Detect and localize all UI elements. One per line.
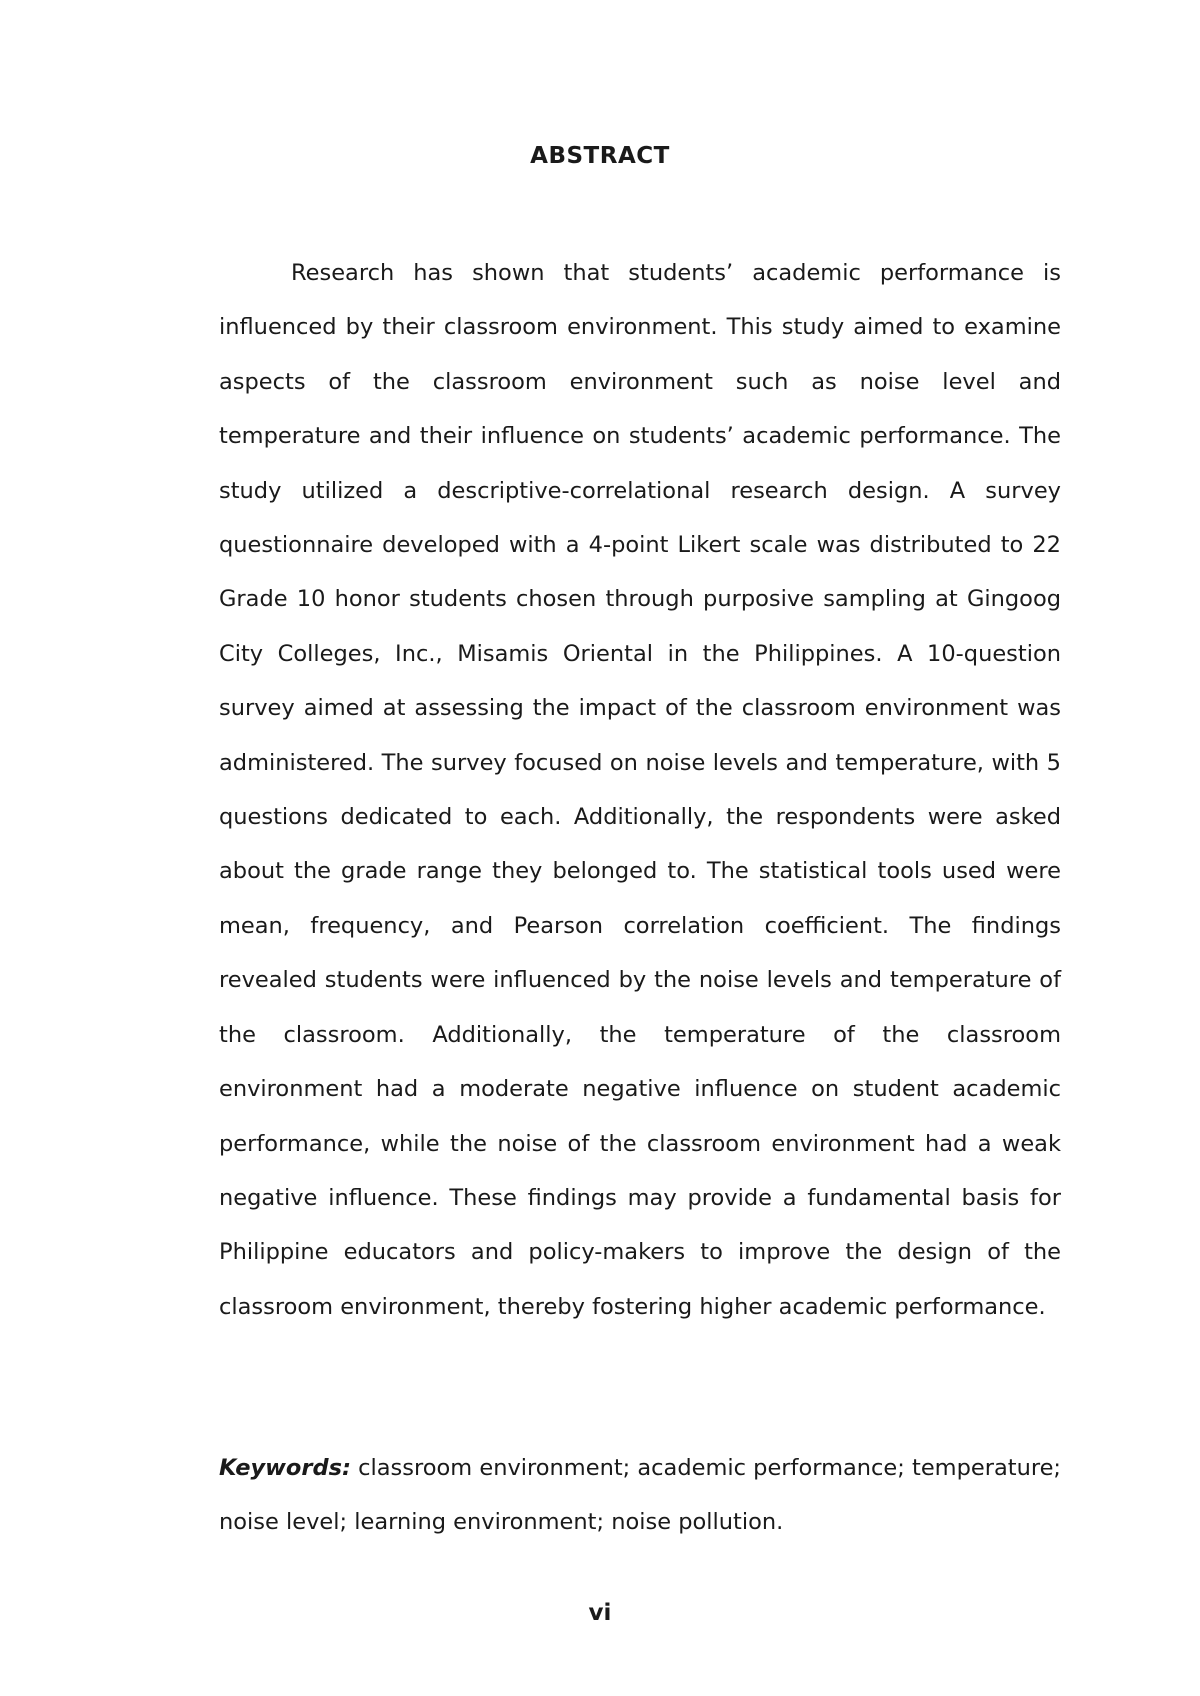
keywords-text: classroom environment; academic performance; temperature; noise level; learning environment; noise pollution. <box>219 1455 1062 1536</box>
page-number: vi <box>588 1600 612 1626</box>
abstract-heading: ABSTRACT <box>530 143 670 169</box>
keywords-line <box>219 1441 1061 1550</box>
keywords-label: Keywords: <box>219 1455 351 1481</box>
abstract-paragraph: Research has shown that students’ academic performance is influenced by their classroom environment. This study aimed to examine aspects of the classroom environment such as noise level and temperature and their influence on students’ academic performance. The study utilized a descriptive-correlational research design. A survey questionnaire developed with a 4-point Likert scale was distributed to 22 Grade 10 honor students chosen through purposive sampling at Gingoog City Colleges, Inc., Misamis Oriental in the Philippines. A 10-question survey aimed at assessing the impact of the classroom environment was administered. The survey focused on noise levels and temperature, with 5 questions dedicated to each. Additionally, the respondents were asked about the grade range they belonged to. The statistical tools used were mean, frequency, and Pearson correlation coefficient. The findings revealed students were influenced by the noise levels and temperature of the classroom. Additionally, the temperature of the classroom environment had a moderate negative influence on student academic performance, while the noise of the classroom environment had a weak negative influence. These findings may provide a fundamental basis for Philippine educators and policy-makers to improve the design of the classroom environment, thereby fostering higher academic performance. <box>219 260 1061 1320</box>
